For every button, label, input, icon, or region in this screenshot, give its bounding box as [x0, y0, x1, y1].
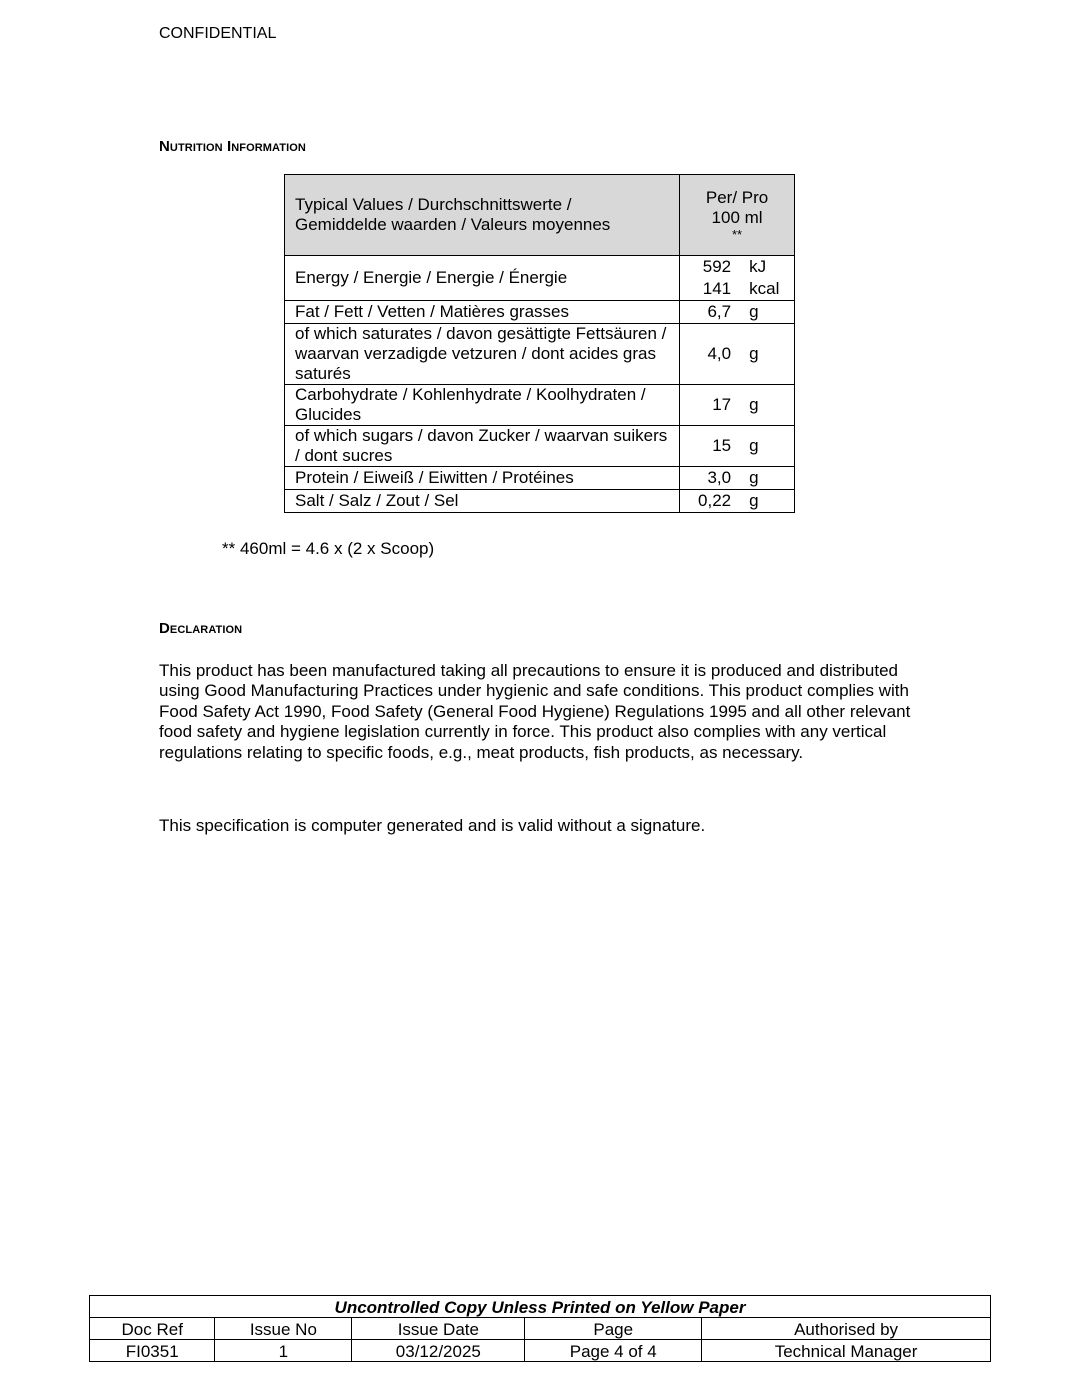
nutrient-value	[680, 301, 794, 323]
nutrient-label: Salt / Salz / Zout / Sel	[285, 490, 680, 513]
nutrient-value-cell	[680, 467, 795, 490]
nutrient-amount: 592	[702, 257, 732, 276]
nutrient-value-cell	[680, 426, 795, 467]
nutrient-value	[680, 343, 794, 365]
nutrient-value	[680, 256, 794, 278]
uncontrolled-copy-banner: Uncontrolled Copy Unless Printed on Yellow Paper	[90, 1296, 991, 1318]
nutrient-value-cell	[680, 385, 795, 426]
nutrient-unit: g	[749, 344, 759, 363]
nutrient-label: of which sugars / davon Zucker / waarvan suikers / dont sucres	[285, 426, 680, 467]
header-per-footnote-marker: **	[731, 227, 743, 242]
footer-header-issue-date: Issue Date	[352, 1318, 525, 1340]
signature-note: This specification is computer generated and is valid without a signature.	[159, 816, 706, 835]
nutrition-row	[285, 301, 795, 324]
nutrient-unit: g	[749, 302, 759, 321]
declaration-paragraph: This product has been manufactured taking all precautions to ensure it is produced and distributed using Good Manufacturing Practices under hygienic and safe conditions. This product complies with Food Safety Act 1990, Food Safety (General Food Hygiene) Regulations 1995 and all other relevant food safety and hygiene legislation currently in force. This product also complies with any vertical regulations relating to specific foods, e.g., meat products, fish products, as necessary.	[159, 661, 911, 762]
nutrient-value	[680, 467, 794, 489]
nutrient-unit: g	[749, 436, 759, 455]
nutrition-row	[285, 490, 795, 513]
footer-table	[89, 1295, 991, 1362]
nutrient-value	[680, 394, 794, 416]
nutrient-label: Carbohydrate / Kohlenhydrate / Koolhydraten / Glucides	[285, 385, 680, 426]
header-per-line: Per/ Pro	[705, 188, 769, 207]
nutrition-footnote: ** 460ml = 4.6 x (2 x Scoop)	[222, 539, 435, 558]
nutrition-row	[285, 324, 795, 385]
footer-page: Page 4 of 4	[525, 1340, 702, 1362]
nutrient-value-cell	[680, 490, 795, 513]
nutrition-section-title: Nutrition Information	[159, 138, 306, 155]
nutrient-label: of which saturates / davon gesättigte Fettsäuren / waarvan verzadigde vetzuren / dont acides gras saturés	[285, 324, 680, 385]
header-per-line: 100 ml	[711, 208, 763, 227]
nutrition-header-description	[285, 175, 680, 256]
nutrient-label: Protein / Eiweiß / Eiwitten / Protéines	[285, 467, 680, 490]
nutrient-amount: 17	[712, 395, 732, 414]
nutrient-value-cell	[680, 256, 795, 301]
footer-authorised-by: Technical Manager	[702, 1340, 991, 1362]
nutrition-row	[285, 256, 795, 301]
nutrient-amount: 141	[702, 279, 732, 298]
footer-issue-date: 03/12/2025	[352, 1340, 525, 1362]
footer-header-issue-no: Issue No	[215, 1318, 352, 1340]
nutrient-unit: g	[749, 491, 759, 510]
footer-header-page: Page	[525, 1318, 702, 1340]
header-desc-line: Gemiddelde waarden / Valeurs moyennes	[295, 215, 611, 234]
nutrient-value	[680, 435, 794, 457]
nutrition-row	[285, 385, 795, 426]
nutrient-amount: 0,22	[698, 491, 732, 510]
footer-issue-no: 1	[215, 1340, 352, 1362]
nutrition-table	[284, 174, 795, 513]
footer-header-authorised-by: Authorised by	[702, 1318, 991, 1340]
nutrient-amount: 6,7	[707, 302, 732, 321]
nutrient-unit: kcal	[749, 279, 780, 298]
nutrition-body	[285, 256, 795, 513]
nutrient-amount: 15	[712, 436, 732, 455]
nutrient-value-cell	[680, 324, 795, 385]
footer-doc-ref: FI0351	[90, 1340, 215, 1362]
nutrition-row	[285, 467, 795, 490]
nutrient-label: Fat / Fett / Vetten / Matières grasses	[285, 301, 680, 324]
nutrient-unit: g	[749, 395, 759, 414]
nutrient-value	[680, 278, 794, 300]
footer-value-row	[90, 1340, 991, 1362]
nutrition-header-per	[680, 175, 795, 256]
nutrient-amount: 4,0	[707, 344, 732, 363]
confidential-label: CONFIDENTIAL	[159, 25, 277, 42]
nutrition-header-row	[285, 175, 795, 256]
nutrient-unit: kJ	[749, 257, 767, 276]
nutrient-label: Energy / Energie / Energie / Énergie	[285, 256, 680, 301]
footer-header-row	[90, 1318, 991, 1340]
nutrient-amount: 3,0	[707, 468, 732, 487]
nutrient-unit: g	[749, 468, 759, 487]
declaration-section-title: Declaration	[159, 620, 243, 637]
header-desc-line: Typical Values / Durchschnittswerte /	[295, 195, 572, 214]
nutrient-value	[680, 490, 794, 512]
nutrition-row	[285, 426, 795, 467]
footer-header-doc-ref: Doc Ref	[90, 1318, 215, 1340]
nutrient-value-cell	[680, 301, 795, 324]
